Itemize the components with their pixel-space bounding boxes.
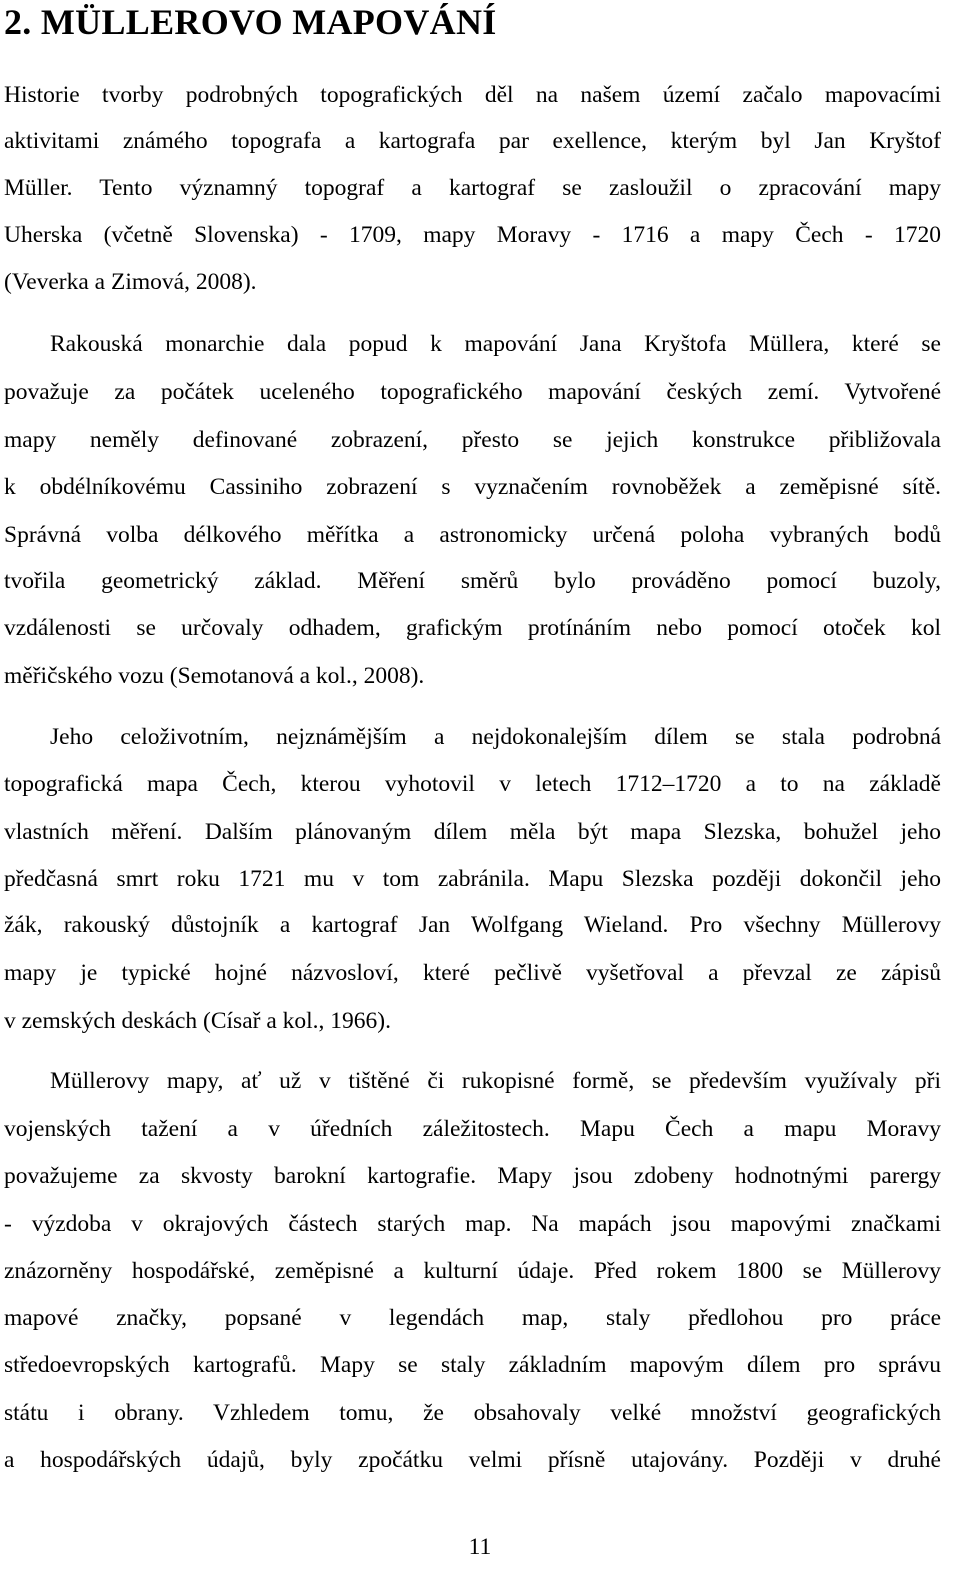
paragraph-line: Správná volba délkového měřítka a astronomicky určená poloha vybraných bodů	[4, 522, 941, 548]
paragraph-line: mapy je typické hojné názvosloví, které pečlivě vyšetřoval a převzal ze zápisů	[4, 960, 941, 986]
paragraph-line: předčasná smrt roku 1721 mu v tom zabránila. Mapu Slezska později dokončil jeho	[4, 866, 941, 892]
paragraph-line: v zemských deskách (Císař a kol., 1966).	[4, 1008, 391, 1034]
paragraph-line: tvořila geometrický základ. Měření směrů bylo prováděno pomocí buzoly,	[4, 568, 941, 594]
paragraph-line: Jeho celoživotním, nejznámějším a nejdokonalejším dílem se stala podrobná	[50, 724, 941, 750]
paragraph-line: aktivitami známého topografa a kartografa par exellence, kterým byl Jan Kryštof	[4, 128, 941, 154]
paragraph-line: státu i obrany. Vzhledem tomu, že obsahovaly velké množství geografických	[4, 1400, 941, 1426]
paragraph-line: považuje za počátek uceleného topografického mapování českých zemí. Vytvořené	[4, 379, 941, 405]
paragraph-line: mapy neměly definované zobrazení, přesto se jejich konstrukce přibližovala	[4, 427, 941, 453]
paragraph-line: Müller. Tento významný topograf a kartograf se zasloužil o zpracování mapy	[4, 175, 941, 201]
paragraph-line: středoevropských kartografů. Mapy se staly základním mapovým dílem pro správu	[4, 1352, 941, 1378]
paragraph-line: Rakouská monarchie dala popud k mapování Jana Kryštofa Müllera, které se	[50, 331, 941, 357]
paragraph-line: žák, rakouský důstojník a kartograf Jan Wolfgang Wieland. Pro všechny Müllerovy	[4, 912, 941, 938]
paragraph-line: - výzdoba v okrajových částech starých map. Na mapách jsou mapovými značkami	[4, 1211, 941, 1237]
paragraph-line: vzdálenosti se určovaly odhadem, grafickým protínáním nebo pomocí otoček kol	[4, 615, 941, 641]
paragraph-line: vojenských tažení a v úředních záležitostech. Mapu Čech a mapu Moravy	[4, 1116, 941, 1142]
paragraph-line: mapové značky, popsané v legendách map, staly předlohou pro práce	[4, 1305, 941, 1331]
section-heading: 2. MÜLLEROVO MAPOVÁNÍ	[4, 2, 497, 42]
paragraph-line: vlastních měření. Dalším plánovaným dílem měla být mapa Slezska, bohužel jeho	[4, 819, 941, 845]
paragraph-line: měřičského vozu (Semotanová a kol., 2008).	[4, 663, 425, 689]
paragraph-line: Historie tvorby podrobných topografických děl na našem území začalo mapovacími	[4, 82, 941, 108]
page-number: 11	[468, 1534, 492, 1560]
paragraph-line: k obdélníkovému Cassiniho zobrazení s vyznačením rovnoběžek a zeměpisné sítě.	[4, 474, 941, 500]
paragraph-line: Uherska (včetně Slovenska) - 1709, mapy Moravy - 1716 a mapy Čech - 1720	[4, 222, 941, 248]
paragraph-line: Müllerovy mapy, ať už v tištěné či rukopisné formě, se především využívaly při	[50, 1068, 941, 1094]
paragraph-line: znázorněny hospodářské, zeměpisné a kulturní údaje. Před rokem 1800 se Müllerovy	[4, 1258, 941, 1284]
paragraph-line: topografická mapa Čech, kterou vyhotovil v letech 1712–1720 a to na základě	[4, 771, 941, 797]
paragraph-line: (Veverka a Zimová, 2008).	[4, 269, 257, 295]
paragraph-line: považujeme za skvosty barokní kartografie. Mapy jsou zdobeny hodnotnými parergy	[4, 1163, 941, 1189]
paragraph-line: a hospodářských údajů, byly zpočátku velmi přísně utajovány. Později v druhé	[4, 1447, 941, 1473]
